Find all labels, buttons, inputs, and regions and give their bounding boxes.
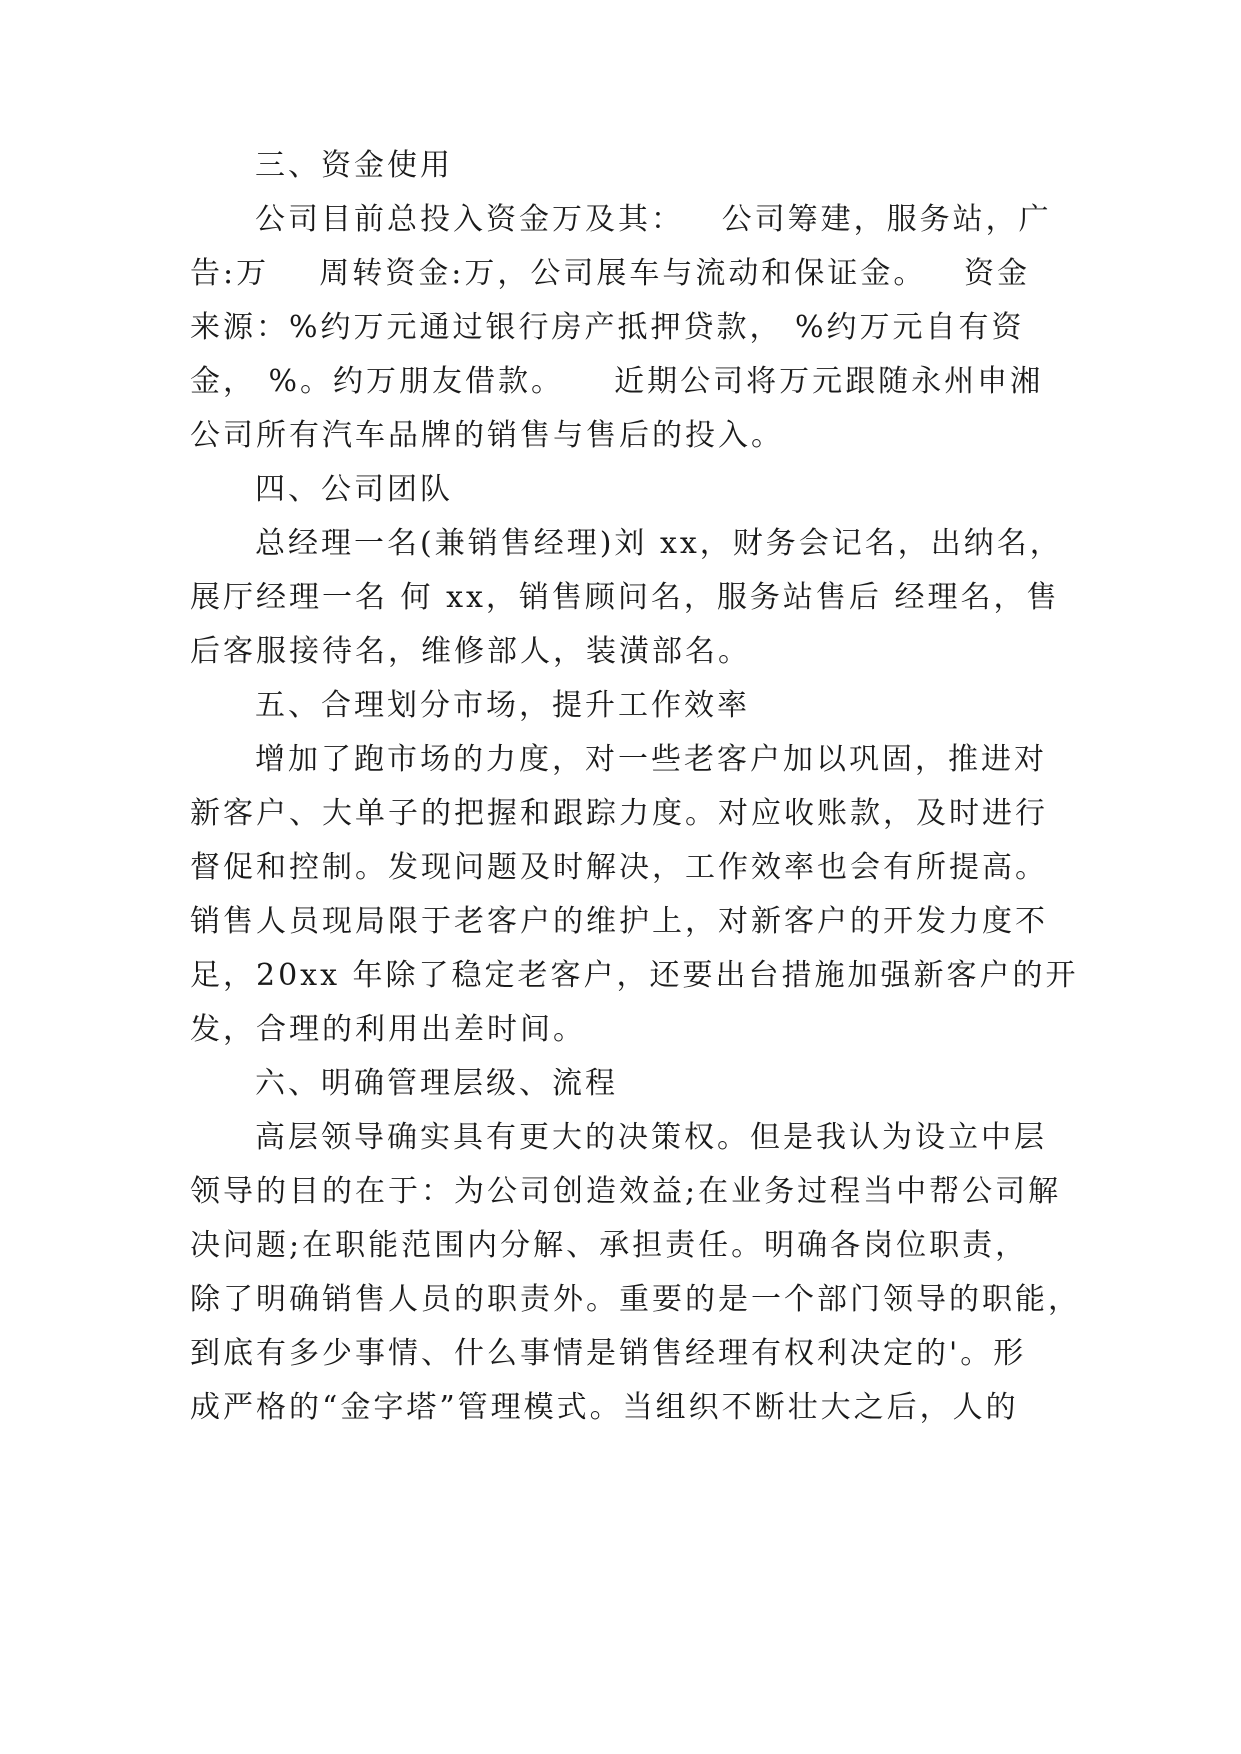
paragraph-line: 发，合理的利用出差时间。	[190, 1012, 586, 1047]
paragraph-line: 足，20xx 年除了稳定老客户，还要出台措施加强新客户的开	[190, 958, 1079, 993]
paragraph-line: 公司目前总投入资金万及其： 公司筹建，服务站，广	[255, 202, 1052, 237]
paragraph-line: 销售人员现局限于老客户的维护上，对新客户的开发力度不	[190, 904, 1048, 939]
section-heading-team: 四、公司团队	[255, 472, 453, 507]
paragraph-line: 增加了跑市场的力度，对一些老客户加以巩固，推进对	[255, 742, 1047, 777]
section-heading-fund-usage: 三、资金使用	[255, 148, 453, 183]
paragraph-line: 领导的目的在于：为公司创造效益;在业务过程当中帮公司解	[190, 1174, 1062, 1209]
paragraph-line: 总经理一名(兼销售经理)刘 xx，财务会记名，出纳名，	[255, 526, 1063, 561]
paragraph-line: 来源：%约万元通过银行房产抵押贷款， %约万元自有资	[190, 310, 1025, 345]
paragraph-line: 成严格的“金字塔”管理模式。当组织不断壮大之后，人的	[190, 1390, 1019, 1425]
paragraph-line: 后客服接待名，维修部人，装潢部名。	[190, 634, 751, 669]
paragraph-line: 除了明确销售人员的职责外。重要的是一个部门领导的职能，	[190, 1282, 1081, 1317]
paragraph-line: 新客户、大单子的把握和跟踪力度。对应收账款，及时进行	[190, 796, 1048, 831]
section-heading-management: 六、明确管理层级、流程	[255, 1066, 618, 1101]
paragraph-line: 告:万 周转资金:万，公司展车与流动和保证金。 资金	[190, 256, 1030, 291]
paragraph-line: 到底有多少事情、什么事情是销售经理有权利决定的'。形	[190, 1336, 1027, 1371]
paragraph-line: 高层领导确实具有更大的决策权。但是我认为设立中层	[255, 1120, 1047, 1155]
paragraph-line: 展厅经理一名 何 xx，销售顾问名，服务站售后 经理名，售	[190, 580, 1060, 615]
section-heading-market: 五、合理划分市场，提升工作效率	[255, 688, 750, 723]
paragraph-line: 金， %。约万朋友借款。 近期公司将万元跟随永州申湘	[190, 364, 1044, 399]
paragraph-line: 决问题;在职能范围内分解、承担责任。明确各岗位职责，	[190, 1228, 1029, 1263]
paragraph-line: 公司所有汽车品牌的销售与售后的投入。	[190, 418, 784, 453]
paragraph-line: 督促和控制。发现问题及时解决，工作效率也会有所提高。	[190, 850, 1048, 885]
